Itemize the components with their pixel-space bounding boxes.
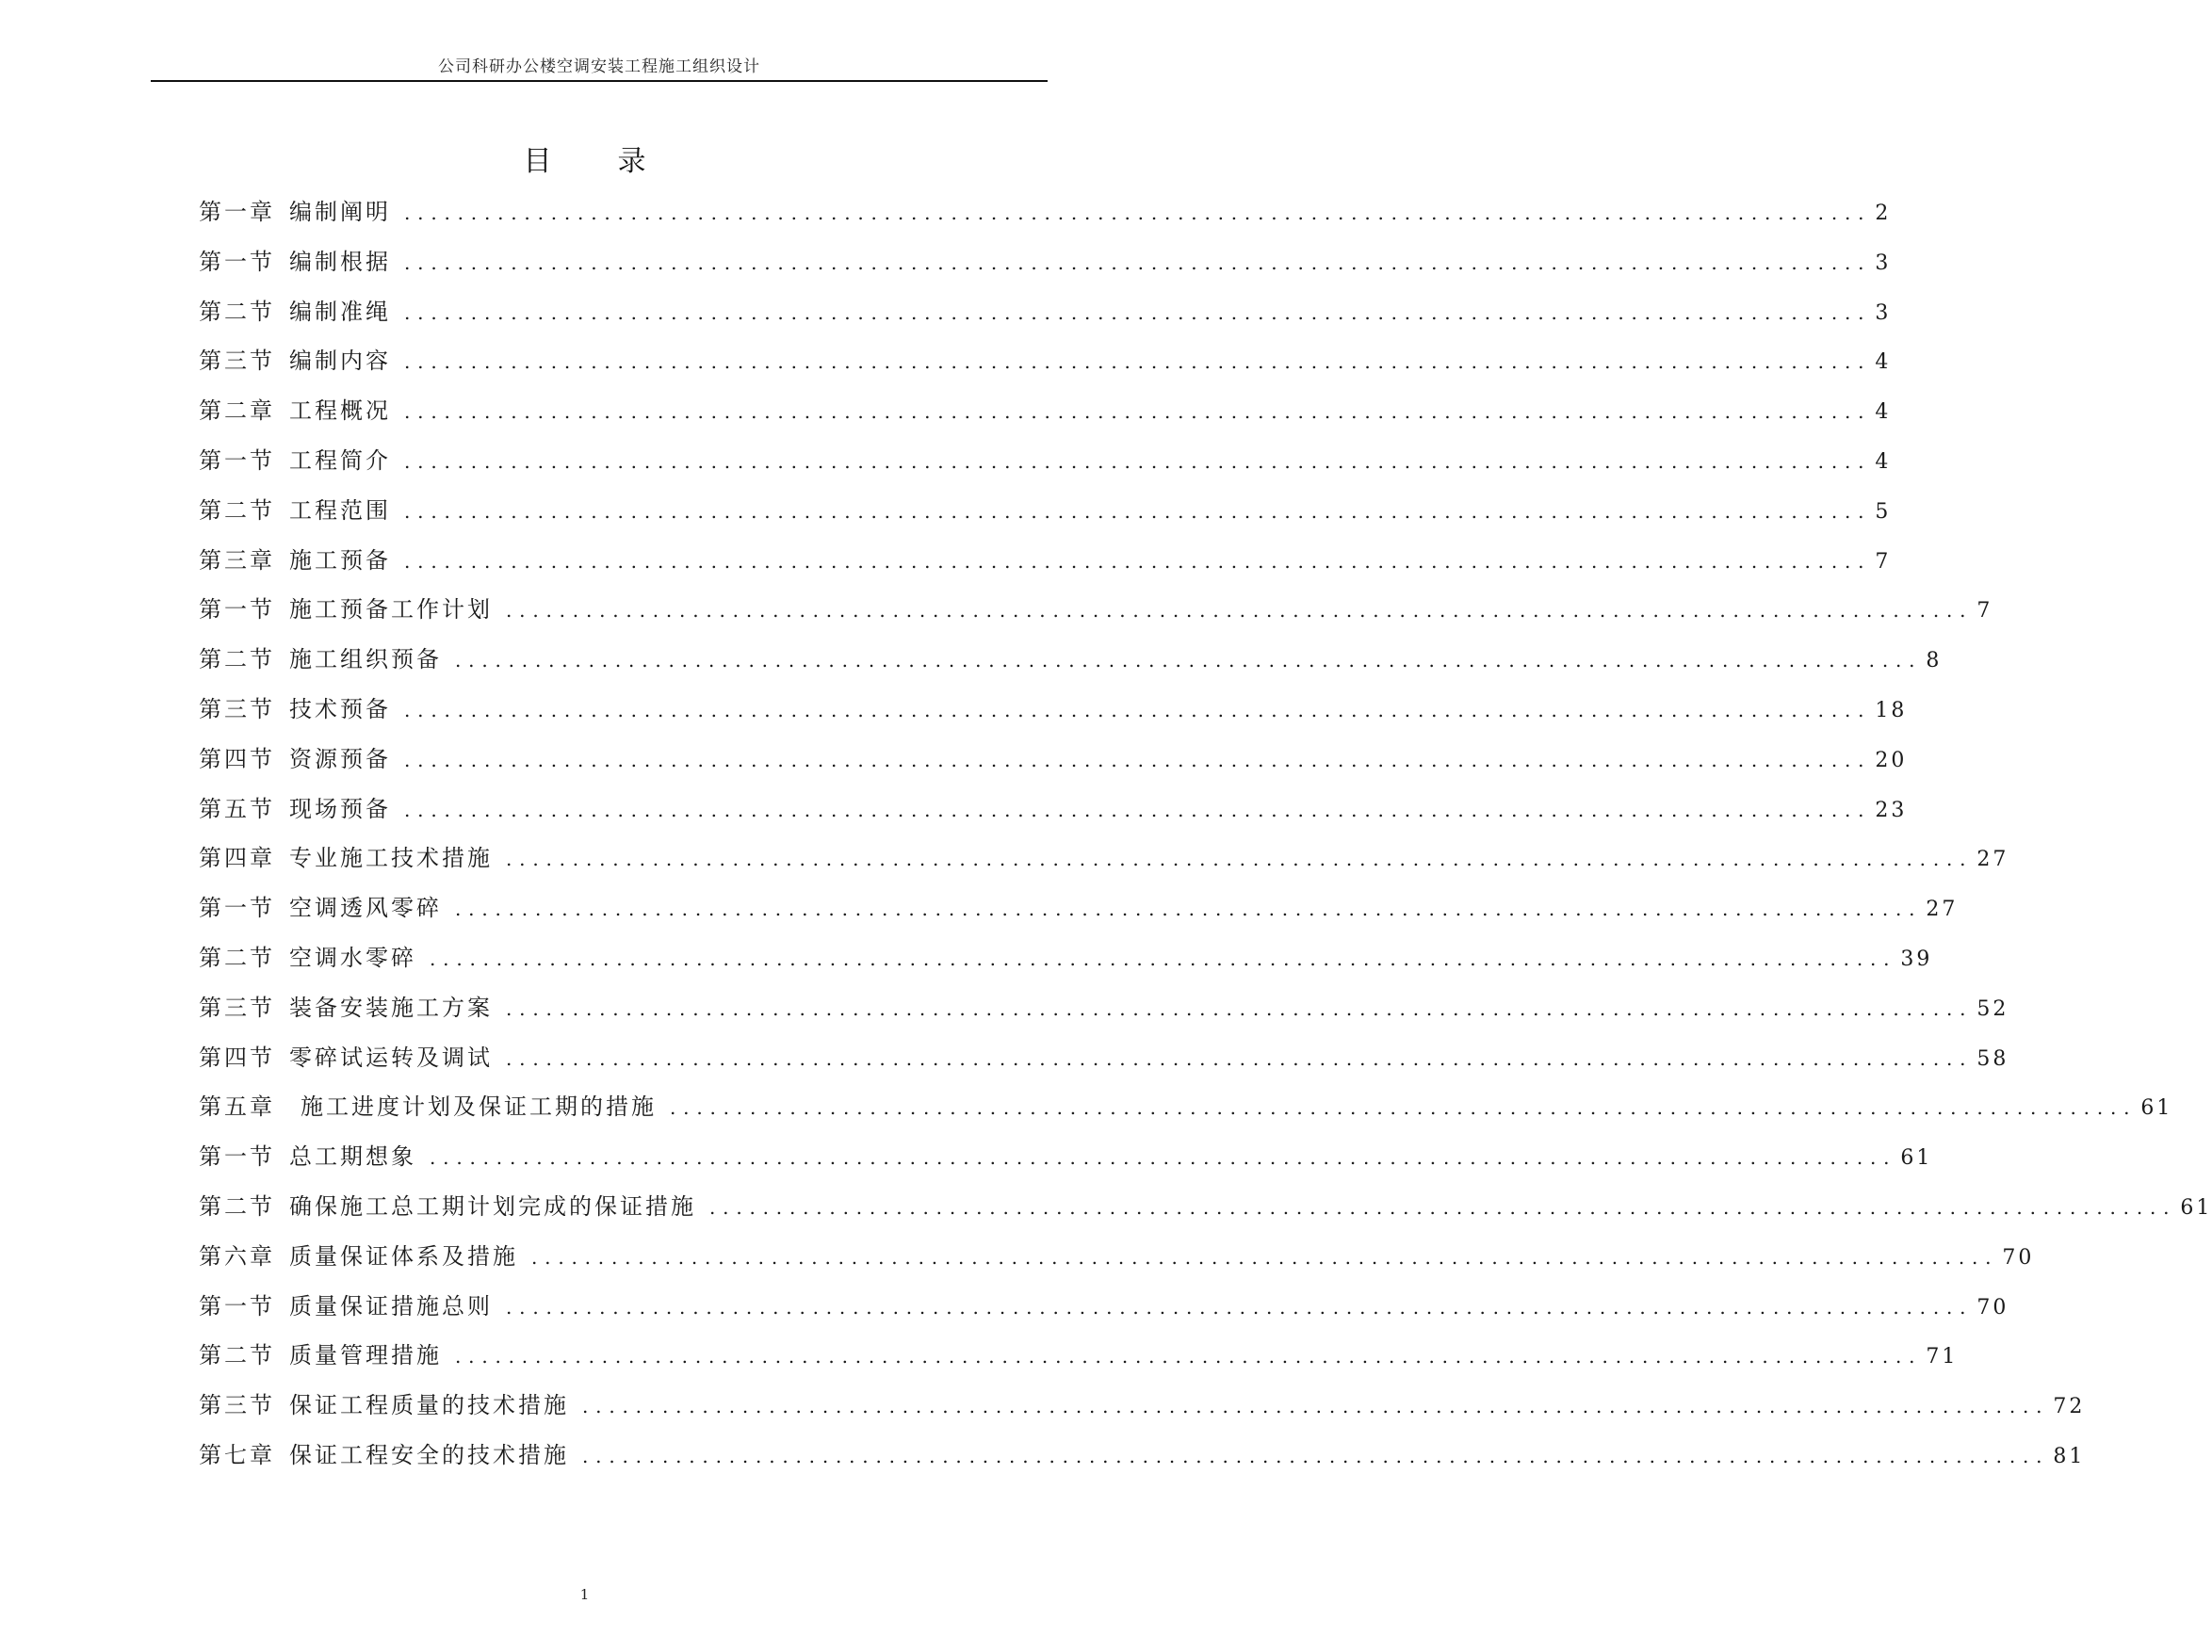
toc-entry-number: 第一节 <box>199 596 275 624</box>
leader-dots: .............................................................................................................. <box>455 649 1923 672</box>
toc-entry-number: 第二节 <box>199 646 275 673</box>
leader-dots: .............................................................................................................. <box>404 798 1872 821</box>
toc-entry-number: 第一节 <box>199 1292 275 1320</box>
toc-entry[interactable] <box>199 839 2009 889</box>
leader-dots: .............................................................................................................. <box>404 698 1872 721</box>
toc-entry-page: 70 <box>2002 1245 2035 1270</box>
leader-dots: .............................................................................................................. <box>582 1444 2050 1467</box>
leader-dots: .............................................................................................................. <box>670 1096 2138 1120</box>
toc-entry-title: 总工期想象 <box>289 1143 416 1171</box>
toc-entry-title: 工程概况 <box>289 397 391 425</box>
toc-entry-number: 第五节 <box>199 795 275 822</box>
toc-entry-title: 专业施工技术措施 <box>289 845 493 872</box>
leader-dots: .............................................................................................................. <box>430 1146 1897 1170</box>
toc-entry-title: 技术预备 <box>289 695 391 722</box>
toc-entry-number: 第四章 <box>199 845 275 872</box>
toc-entry-page: 20 <box>1875 748 1908 772</box>
toc-entry[interactable] <box>199 939 1933 989</box>
leader-dots: .............................................................................................................. <box>455 1345 1923 1369</box>
toc-entry-number: 第二章 <box>199 397 275 425</box>
toc-entry[interactable] <box>199 193 1892 243</box>
leader-dots: .............................................................................................................. <box>506 848 1974 871</box>
toc-entry-number: 第一节 <box>199 446 275 474</box>
toc-entry-title: 施工组织预备 <box>289 646 442 673</box>
toc-entry[interactable] <box>199 243 1892 293</box>
toc-entry-number: 第一节 <box>199 895 275 922</box>
toc-entry-number: 第一章 <box>199 199 275 225</box>
toc-entry[interactable] <box>199 1238 2035 1288</box>
leader-dots: .............................................................................................................. <box>455 898 1923 921</box>
toc-entry-number: 第七章 <box>199 1441 275 1468</box>
leader-dots: .............................................................................................................. <box>709 1195 2177 1219</box>
toc-entry-page: 52 <box>1976 996 2009 1021</box>
toc-entry-page: 7 <box>1875 549 1892 574</box>
toc-entry[interactable] <box>199 591 1993 640</box>
toc-entry-number: 第四节 <box>199 1044 275 1071</box>
leader-dots: .............................................................................................................. <box>506 996 1974 1020</box>
toc-entry-page: 70 <box>1976 1295 2009 1320</box>
toc-entry[interactable] <box>199 492 1892 542</box>
toc-entry-title: 施工进度计划及保证工期的措施 <box>301 1093 657 1121</box>
running-header: 公司科研办公楼空调安装工程施工组织设计 <box>438 57 760 76</box>
toc-entry[interactable] <box>199 1288 2009 1337</box>
leader-dots: .............................................................................................................. <box>404 748 1872 771</box>
toc-entry[interactable] <box>199 1436 2086 1486</box>
toc-entry-number: 第五章 <box>199 1093 275 1121</box>
toc-entry-page: 61 <box>1900 1146 1933 1171</box>
toc-entry-number: 第四节 <box>199 745 275 772</box>
toc-entry-page: 8 <box>1926 649 1943 673</box>
toc-entry-number: 第二节 <box>199 1192 275 1220</box>
toc-entry-title: 编制内容 <box>289 348 391 375</box>
toc-entry-number: 第三节 <box>199 1392 275 1419</box>
toc-entry-title: 质量管理措施 <box>289 1342 442 1369</box>
toc-entry[interactable] <box>199 790 1908 840</box>
toc-entry-number: 第三节 <box>199 348 275 375</box>
toc-entry[interactable] <box>199 293 1892 343</box>
toc-entry-page: 3 <box>1875 251 1892 275</box>
toc-entry[interactable] <box>199 989 2009 1039</box>
toc-entry-page: 4 <box>1875 350 1892 375</box>
toc-entry-page: 3 <box>1875 300 1892 325</box>
toc-entry-page: 71 <box>1926 1345 1959 1369</box>
toc-entry-number: 第二节 <box>199 496 275 524</box>
leader-dots: .............................................................................................................. <box>404 449 1872 473</box>
toc-entry-page: 27 <box>1976 848 2009 872</box>
toc-entry[interactable] <box>199 1088 2173 1138</box>
toc-entry[interactable] <box>199 1039 2009 1089</box>
toc-entry[interactable] <box>199 640 1943 690</box>
leader-dots: .............................................................................................................. <box>531 1245 1999 1269</box>
toc-entry-title: 施工预备工作计划 <box>289 596 493 624</box>
header-rule <box>151 80 1048 82</box>
toc-entry[interactable] <box>199 1138 1933 1188</box>
toc-entry-page: 2 <box>1875 202 1892 225</box>
toc-entry-page: 7 <box>1976 599 1993 624</box>
toc-entry[interactable] <box>199 1336 1959 1386</box>
toc-entry-page: 18 <box>1875 698 1908 722</box>
toc-entry-page: 39 <box>1900 947 1933 971</box>
toc-entry-page: 81 <box>2053 1444 2086 1468</box>
leader-dots: .............................................................................................................. <box>430 947 1897 970</box>
toc-entry[interactable] <box>199 1386 2086 1436</box>
toc-entry-number: 第一节 <box>199 1143 275 1171</box>
toc-entry[interactable] <box>199 392 1892 442</box>
leader-dots: .............................................................................................................. <box>404 350 1872 374</box>
toc-title: 目录 <box>523 145 712 178</box>
leader-dots: .............................................................................................................. <box>506 1046 1974 1070</box>
toc-entry-title: 编制根据 <box>289 248 391 275</box>
toc-entry-page: 27 <box>1926 898 1959 922</box>
toc-entry-title: 质量保证措施总则 <box>289 1292 493 1320</box>
toc-entry-title: 确保施工总工期计划完成的保证措施 <box>289 1192 696 1220</box>
leader-dots: .............................................................................................................. <box>404 400 1872 424</box>
leader-dots: .............................................................................................................. <box>404 499 1872 523</box>
toc-entry-page: 58 <box>1976 1046 2009 1071</box>
toc-entry-number: 第三节 <box>199 695 275 722</box>
toc-entry-title: 工程简介 <box>289 446 391 474</box>
toc-entry-number: 第一节 <box>199 248 275 275</box>
toc-entry-number: 第六章 <box>199 1242 275 1270</box>
toc-entry-page: 61 <box>2140 1096 2173 1121</box>
toc-entry-title: 保证工程质量的技术措施 <box>289 1392 569 1419</box>
toc-entry[interactable] <box>199 542 1892 591</box>
toc-entry-title: 编制准绳 <box>289 298 391 325</box>
toc-entry-title: 编制阐明 <box>289 199 391 225</box>
toc-entry-title: 装备安装施工方案 <box>289 994 493 1021</box>
toc-entry-page: 72 <box>2053 1395 2086 1419</box>
toc-entry-page: 4 <box>1875 400 1892 425</box>
toc-entry-title: 保证工程安全的技术措施 <box>289 1441 569 1468</box>
toc-entry[interactable] <box>199 889 1959 939</box>
table-of-contents <box>199 193 2212 1486</box>
toc-entry[interactable] <box>199 442 1892 492</box>
leader-dots: .............................................................................................................. <box>506 1295 1974 1319</box>
toc-entry-title: 质量保证体系及措施 <box>289 1242 518 1270</box>
toc-entry-title: 现场预备 <box>289 795 391 822</box>
leader-dots: .............................................................................................................. <box>404 549 1872 573</box>
toc-entry-title: 资源预备 <box>289 745 391 772</box>
toc-entry-page: 4 <box>1875 449 1892 474</box>
leader-dots: .............................................................................................................. <box>404 202 1872 224</box>
toc-entry-number: 第三章 <box>199 546 275 574</box>
leader-dots: .............................................................................................................. <box>404 251 1872 274</box>
toc-entry-page: 23 <box>1875 798 1908 822</box>
toc-entry-number: 第二节 <box>199 298 275 325</box>
toc-entry-title: 空调透风零碎 <box>289 895 442 922</box>
toc-entry-number: 第二节 <box>199 944 275 971</box>
toc-entry-title: 施工预备 <box>289 546 391 574</box>
toc-entry-number: 第二节 <box>199 1342 275 1369</box>
toc-entry[interactable] <box>199 1188 2212 1238</box>
toc-entry-page: 5 <box>1875 499 1892 524</box>
leader-dots: .............................................................................................................. <box>582 1395 2050 1418</box>
toc-entry[interactable] <box>199 690 1908 740</box>
toc-entry-title: 零碎试运转及调试 <box>289 1044 493 1071</box>
page-number: 1 <box>579 1586 590 1603</box>
toc-entry-title: 空调水零碎 <box>289 944 416 971</box>
toc-entry-page: 61 <box>2180 1195 2212 1220</box>
toc-entry[interactable] <box>199 740 1908 790</box>
leader-dots: .............................................................................................................. <box>506 599 1974 623</box>
leader-dots: .............................................................................................................. <box>404 300 1872 324</box>
toc-entry[interactable] <box>199 342 1892 392</box>
toc-entry-number: 第三节 <box>199 994 275 1021</box>
toc-entry-title: 工程范围 <box>289 496 391 524</box>
